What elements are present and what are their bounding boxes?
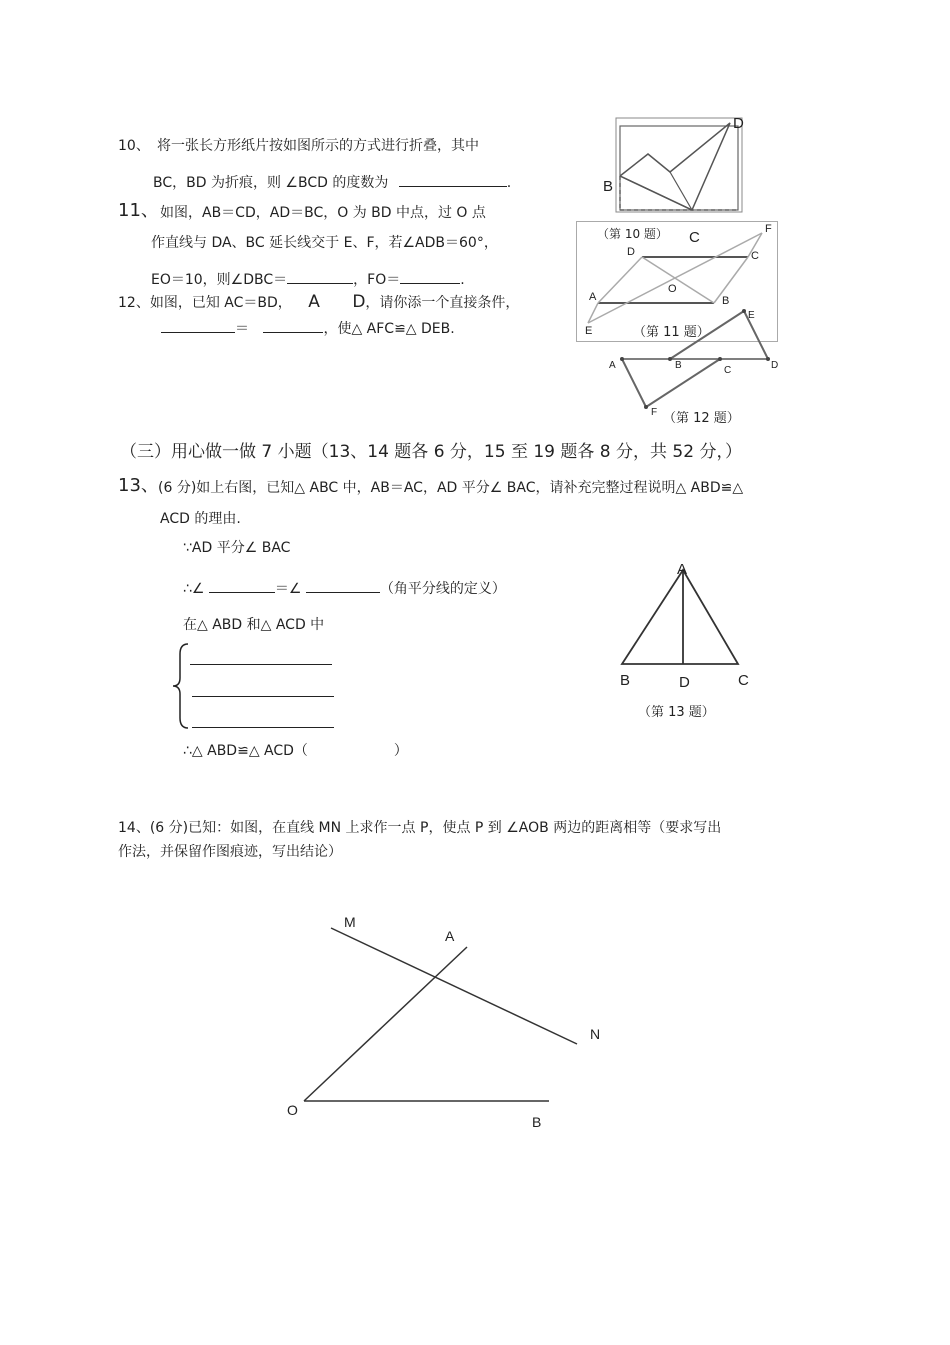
fig14-line-mn	[331, 928, 577, 1044]
q12-line1-a: 如图，已知 AC＝BD，	[149, 295, 292, 311]
fig12-label-B: B	[675, 360, 682, 371]
fig12-diagram	[616, 306, 779, 412]
fig11-label-C: C	[751, 250, 759, 262]
fig12-label-F: F	[651, 407, 658, 418]
q12-line1	[118, 293, 519, 312]
fig11-side-cb	[714, 257, 748, 303]
q13-step2-a: ∴∠	[183, 581, 205, 597]
fig14-label-O: O	[287, 1102, 298, 1118]
q13-condition-blank-2[interactable]	[192, 682, 334, 697]
q11-number: 11、	[118, 200, 159, 221]
fig11-label-O: O	[668, 283, 677, 295]
fig12-point-b	[668, 357, 672, 361]
fig11-label-B: B	[722, 295, 730, 307]
q13-step3: 在△ ABD 和△ ACD 中	[183, 617, 325, 633]
q10-answer-blank[interactable]	[399, 172, 507, 187]
q12-line1-b: ，请你添一个直接条件，	[365, 295, 520, 311]
fig11-label-E: E	[585, 325, 593, 337]
q13-angle-blank-1[interactable]	[209, 578, 275, 593]
q13-condition-blank-1[interactable]	[190, 650, 332, 665]
fig10-label-C: C	[689, 229, 700, 246]
fig10-fold	[620, 123, 730, 210]
q13-step4-b: ）	[393, 743, 408, 759]
q11-line1: 如图，AB＝CD，AD＝BC，O 为 BD 中点，过 O 点	[160, 205, 486, 221]
q13-step2-b: ＝∠	[274, 581, 302, 597]
fig10-label-D: D	[733, 115, 744, 132]
q13-condition-blank-3[interactable]	[192, 713, 334, 728]
q12-line2-b: ，使△ AFC≌△ DEB.	[323, 321, 455, 337]
q13-step2-c: （角平分线的定义）	[379, 581, 506, 597]
fig10-crease-bc	[620, 176, 692, 210]
q12-A: A	[308, 292, 320, 312]
q11-dbc-blank[interactable]	[287, 269, 353, 284]
fig13-triangle	[622, 570, 738, 664]
fig11-caption: （第 11 题）	[633, 325, 710, 340]
q14-line1: 14、(6 分)已知：如图，在直线 MN 上求作一点 P，使点 P 到 ∠AOB 两边的距离相等（要求写出	[118, 820, 722, 836]
q11-line3-a: EO＝10，则∠DBC＝	[151, 272, 288, 288]
q14-line2: 作法，并保留作图痕迹，写出结论）	[118, 844, 342, 860]
fig12-point-f	[644, 405, 648, 409]
q10-number: 10、	[118, 138, 150, 154]
fig11-label-A: A	[589, 291, 597, 303]
q12-D: D	[352, 292, 366, 312]
fig13-label-B: B	[620, 672, 631, 689]
section-heading: （三）用心做一做 7 小题（13、14 题各 6 分，15 至 19 题各 8 分，共 52 分，）	[120, 442, 742, 462]
fig14-label-M: M	[344, 914, 356, 930]
fig12-label-C: C	[724, 365, 732, 376]
fig11-side-da	[598, 257, 642, 303]
q11-line3-c: .	[460, 272, 465, 288]
q10-line2-end: .	[506, 175, 512, 191]
q13-brace	[172, 642, 192, 730]
fig13-label-C: C	[738, 672, 749, 689]
fig10-caption: （第 10 题）	[597, 227, 668, 241]
fig12-point-c	[718, 357, 722, 361]
fig12-triangle-afc	[622, 359, 720, 407]
fig12-point-e	[742, 309, 746, 313]
fig13-diagram	[620, 568, 742, 668]
fig13-label-D: D	[679, 674, 690, 691]
q11-line3-b: ，FO＝	[353, 272, 401, 288]
q12-number: 12、	[118, 295, 150, 311]
fig14-ray-oa	[304, 947, 467, 1101]
q13-angle-blank-2[interactable]	[306, 578, 380, 593]
q12-eq: ＝	[235, 321, 249, 337]
q11-line2: 作直线与 DA、BC 延长线交于 E、F，若∠ADB＝60°，	[151, 235, 498, 251]
fig12-label-A: A	[609, 360, 616, 371]
q12-blank-2[interactable]	[263, 318, 323, 333]
fig12-label-E: E	[748, 310, 755, 321]
q13-step2	[183, 578, 506, 598]
fig14-label-N: N	[590, 1026, 601, 1042]
fig10-inner-rect	[620, 126, 738, 210]
fig12-caption: （第 12 题）	[663, 411, 740, 426]
q10-line2	[153, 172, 511, 192]
fig14-label-A: A	[445, 928, 455, 944]
fig12-point-a	[620, 357, 624, 361]
q11-fo-blank[interactable]	[400, 269, 460, 284]
fig12-point-d	[766, 357, 770, 361]
fig10-label-B: B	[603, 178, 614, 195]
fig10-diagram	[614, 116, 744, 216]
q12-blank-1[interactable]	[161, 318, 235, 333]
q13-number: 13、	[118, 475, 159, 496]
fig13-caption: （第 13 题）	[638, 705, 715, 720]
fig13-label-A: A	[677, 561, 688, 578]
fig11-label-D: D	[627, 246, 635, 258]
q13-line2: ACD 的理由.	[160, 511, 241, 527]
q10-line2-text: BC，BD 为折痕，则 ∠BCD 的度数为	[153, 175, 389, 191]
fig11-label-F: F	[765, 223, 772, 235]
fig14-label-B: B	[532, 1114, 542, 1130]
q11-line3	[151, 269, 465, 289]
q13-step1: ∵AD 平分∠ BAC	[183, 540, 291, 556]
q13-line1: (6 分)如上右图，已知△ ABC 中，AB＝AC，AD 平分∠ BAC，请补充完整过程说明△ ABD≌△	[158, 480, 744, 496]
q10-line1: 将一张长方形纸片按如图所示的方式进行折叠，其中	[157, 138, 479, 154]
q12-line2	[161, 318, 455, 338]
q13-step4	[183, 742, 408, 760]
fig14-diagram	[300, 925, 580, 1105]
fig12-label-D: D	[771, 360, 779, 371]
q13-step4-a: ∴△ ABD≌△ ACD（	[183, 743, 308, 759]
